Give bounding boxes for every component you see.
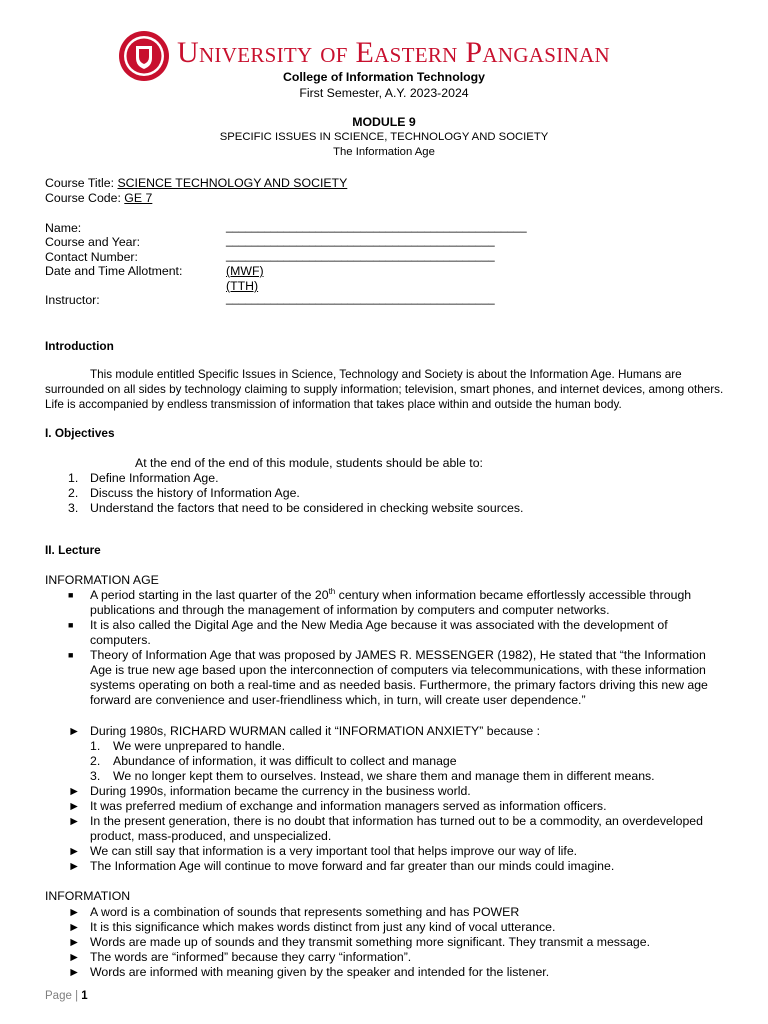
arrow-bullet-icon: ► (68, 784, 81, 798)
introduction-heading: Introduction (45, 339, 114, 353)
course-year-field[interactable]: __________________________________________ (226, 235, 495, 247)
introduction-text: This module entitled Specific Issues in Science, Technology and Society is about the Information Age. Humans are surrounded on all sides by technology claiming to supply information; television, smart phones, and internet devices, among others. Life is accompanied by endless transmission of information that takes place within and outside the human body. (45, 368, 724, 411)
contact-number-field[interactable]: __________________________________________ (226, 250, 495, 262)
arrow-bullet-list (68, 784, 718, 874)
list-item (68, 920, 718, 935)
list-item (68, 799, 718, 814)
list-item (68, 754, 718, 769)
date-time-label: Date and Time Allotment: (45, 264, 183, 278)
list-text: During 1990s, information became the currency in the business world. (90, 784, 471, 798)
wurman-block (68, 724, 718, 784)
arrow-bullet-icon: ► (68, 905, 81, 919)
module-topic: The Information Age (333, 146, 435, 158)
list-text: During 1980s, RICHARD WURMAN called it “INFORMATION ANXIETY” because : (90, 724, 541, 738)
arrow-bullet-icon: ► (68, 920, 81, 934)
module-title: MODULE 9 (352, 115, 416, 129)
list-item (68, 950, 718, 965)
course-title-value: SCIENCE TECHNOLOGY AND SOCIETY (117, 176, 348, 190)
list-item (68, 905, 718, 920)
list-item (68, 965, 718, 980)
list-text: It is also called the Digital Age and the New Media Age because it was associated with the development of computers. (90, 618, 668, 647)
list-text: We were unprepared to handle. (113, 739, 286, 753)
objectives-heading: I. Objectives (45, 426, 115, 440)
course-code-value: GE 7 (124, 191, 153, 205)
course-code-label: Course Code: (45, 191, 121, 205)
list-item (68, 739, 718, 754)
semester-text: First Semester, A.Y. 2023-2024 (299, 86, 469, 100)
square-bullet-list (68, 588, 718, 708)
list-text: A word is a combination of sounds that represents something and has POWER (90, 905, 520, 919)
information-bullet-list (68, 905, 718, 980)
lecture-heading: II. Lecture (45, 543, 101, 557)
arrow-bullet-icon: ► (68, 965, 81, 979)
list-number: 2. (90, 754, 101, 768)
arrow-bullet-icon: ► (68, 859, 81, 873)
list-text: The Information Age will continue to move forward and far greater than our minds could imagine. (90, 859, 615, 873)
list-item (68, 769, 718, 784)
list-number: 1. (68, 471, 79, 485)
arrow-bullet-icon: ► (68, 799, 81, 813)
list-text: Understand the factors that need to be considered in checking website sources. (90, 501, 524, 515)
arrow-bullet-icon: ► (68, 724, 81, 738)
list-text: Words are made up of sounds and they transmit something more significant. They transmit a message. (90, 935, 651, 949)
information-title: INFORMATION (45, 889, 131, 903)
university-name: University of Eastern Pangasinan (177, 36, 610, 69)
square-bullet-icon: ■ (68, 650, 74, 660)
arrow-bullet-icon: ► (68, 814, 81, 828)
list-item (45, 471, 725, 486)
list-text: Theory of Information Age that was proposed by JAMES R. MESSENGER (1982), He stated that “the Information Age is true new age based upon the interconnection of computers via telecommunications, with these information systems operating on both a real-time and as needed basis. Furthermore, the primary factors driving this new age forward are convenience and user-friendliness which, in turn, will create user dependence.” (90, 648, 708, 707)
course-year-label: Course and Year: (45, 235, 141, 249)
information-age-title: INFORMATION AGE (45, 573, 159, 587)
list-text: A period starting in the last quarter of the 20th century when information became effortlessly accessible through publications and through the management of information by computers and computer networks. (90, 586, 692, 617)
page-separator: | (75, 990, 79, 1002)
list-item (68, 648, 718, 708)
list-number: 1. (90, 739, 101, 753)
instructor-label: Instructor: (45, 293, 100, 307)
page-number: 1 (81, 990, 88, 1002)
page-footer (45, 989, 88, 1004)
course-title-label: Course Title: (45, 176, 115, 190)
arrow-bullet-icon: ► (68, 935, 81, 949)
date-mwf: (MWF) (226, 264, 264, 278)
college-name: College of Information Technology (283, 70, 485, 84)
arrow-bullet-icon: ► (68, 844, 81, 858)
list-text: Define Information Age. (90, 471, 219, 485)
list-number: 2. (68, 486, 79, 500)
list-text: It was preferred medium of exchange and information managers served as information officers. (90, 799, 607, 813)
list-text: Abundance of information, it was difficult to collect and manage (113, 754, 457, 768)
contact-number-label: Contact Number: (45, 250, 138, 264)
list-item (68, 588, 718, 618)
arrow-bullet-icon: ► (68, 950, 81, 964)
list-text: Words are informed with meaning given by the speaker and intended for the listener. (90, 965, 550, 979)
module-subtitle: SPECIFIC ISSUES IN SCIENCE, TECHNOLOGY AND SOCIETY (219, 131, 549, 143)
list-item (68, 935, 718, 950)
list-item (68, 784, 718, 799)
page-label: Page (45, 990, 72, 1002)
objectives-lead: At the end of the end of this module, students should be able to: (135, 456, 483, 470)
date-tth: (TTH) (226, 279, 259, 293)
list-item (68, 618, 718, 648)
objectives-list (45, 471, 725, 516)
list-number: 3. (68, 501, 79, 515)
list-text: It is this significance which makes words distinct from just any kind of vocal utterance. (90, 920, 556, 934)
list-item (68, 724, 718, 739)
list-number: 3. (90, 769, 101, 783)
square-bullet-icon: ■ (68, 620, 74, 630)
name-field[interactable]: _______________________________________________ (226, 221, 527, 233)
list-text: In the present generation, there is no doubt that information has turned out to be a commodity, an overdeveloped product, mass-produced, and unspecialized. (90, 814, 703, 843)
course-code-row (45, 191, 152, 206)
name-label: Name: (45, 221, 82, 235)
list-text: We can still say that information is a very important tool that helps improve our way of life. (90, 844, 578, 858)
instructor-field[interactable]: __________________________________________ (226, 293, 495, 305)
list-text: We no longer kept them to ourselves. Instead, we share them and manage them in different means. (113, 769, 655, 783)
list-item (68, 859, 718, 874)
list-text: Discuss the history of Information Age. (90, 486, 300, 500)
list-item (45, 486, 725, 501)
list-item (45, 501, 725, 516)
list-text: The words are “informed” because they carry “information”. (90, 950, 412, 964)
course-title-row (45, 176, 347, 191)
list-item (68, 844, 718, 859)
square-bullet-icon: ■ (68, 590, 74, 600)
list-item (68, 814, 718, 844)
